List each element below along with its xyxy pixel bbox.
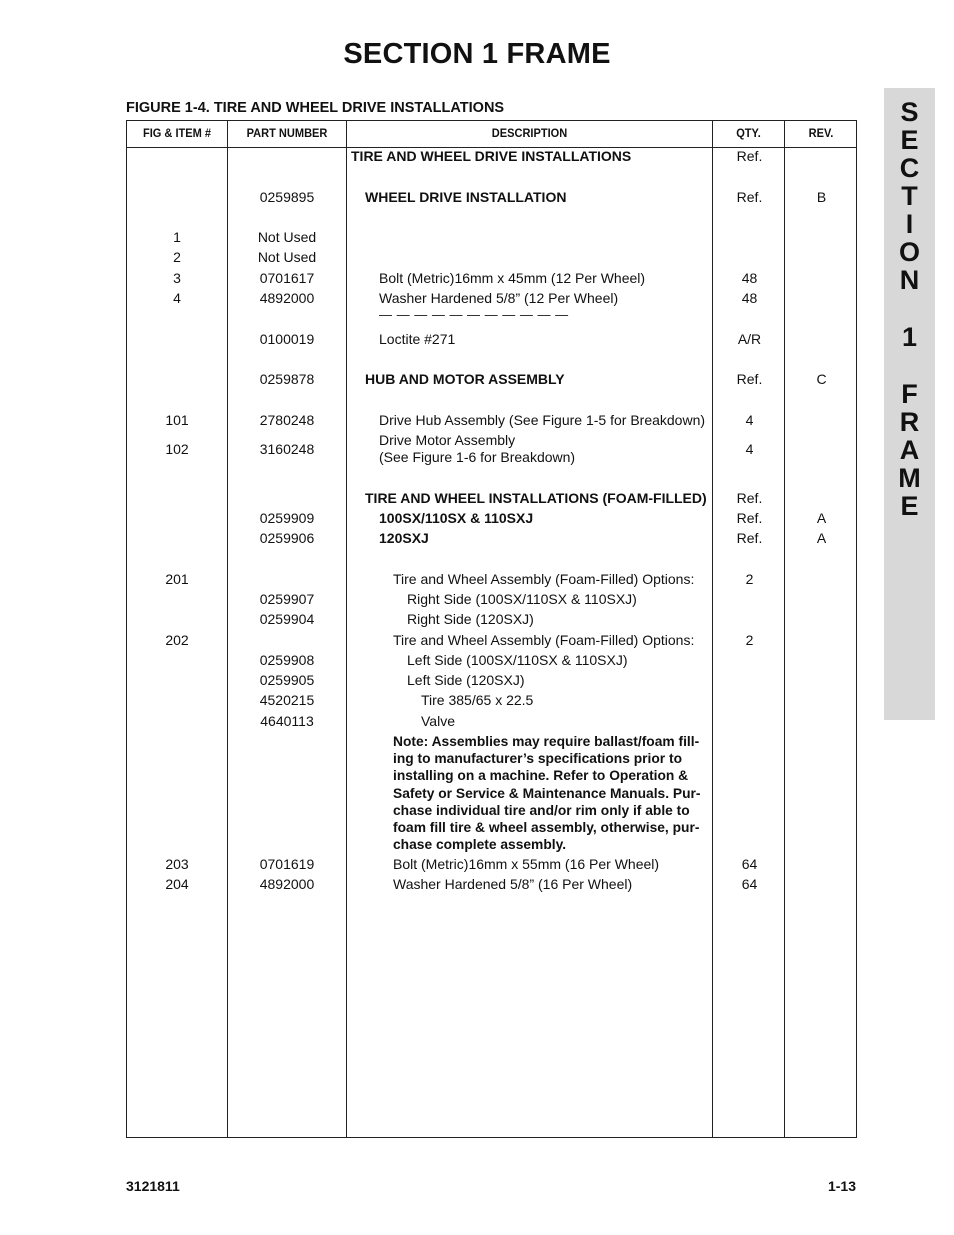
row-part-number: 4640113 [260,713,314,729]
row-qty: 64 [741,856,758,872]
section-side-tab [884,88,935,720]
row-description: Loctite #271 [379,331,456,347]
side-tab-letter: R [899,407,920,437]
side-tab-letter: S [900,97,919,127]
row-qty: Ref. [736,189,763,205]
row-fig-item: 3 [173,270,181,286]
side-tab-letter: F [901,379,918,409]
row-part-number: 0701619 [259,856,315,872]
assembly-note: Note: Assemblies may require ballast/foam fill-ing to manufacturer’s specifications prior to installing on a machine. Refer to Operation & Safety or Service & Maintenance Manuals. Pur-chase individual tire and/or rim only if able to foam fill tire & wheel assembly, otherwise, pur-chase complete assembly. [393,734,701,853]
side-tab-letter: E [900,125,919,155]
side-tab-letter: A [899,435,920,465]
row-description: Tire and Wheel Assembly (Foam-Filled) Options: [393,632,695,648]
row-qty: 64 [741,876,758,892]
side-tab-letter: E [900,491,919,521]
row-part-number: 0259908 [259,652,315,668]
row-fig-item: 4 [173,290,181,306]
side-tab-letter: I [905,209,914,239]
column-divider [346,121,347,1137]
row-qty: 2 [745,571,754,587]
row-description: Washer Hardened 5/8” (16 Per Wheel) [393,876,633,892]
row-description-line2: (See Figure 1-6 for Breakdown) [379,449,576,465]
header-part-number: PART NUMBER [246,126,328,140]
row-part-number: 2780248 [259,412,315,428]
row-fig-item: 203 [165,856,189,872]
row-description: 120SXJ [379,530,429,546]
header-description: DESCRIPTION [491,126,568,140]
row-part-number: 0259904 [259,611,315,627]
row-description: HUB AND MOTOR ASSEMBLY [365,371,565,387]
side-tab-letter: 1 [901,322,918,352]
row-description: Washer Hardened 5/8” (12 Per Wheel) [379,290,619,306]
header-fig-item: FIG & ITEM # [142,126,212,140]
row-part-number: 0259909 [259,510,315,526]
row-qty: 2 [745,632,754,648]
row-part-number: 0259907 [259,591,315,607]
row-part-number: 0100019 [259,331,315,347]
row-qty: Ref. [736,148,763,164]
row-fig-item: 1 [173,229,181,245]
row-part-number: 3160248 [259,441,315,457]
side-tab-letter: O [898,237,920,267]
row-qty: 48 [741,290,758,306]
column-divider [712,121,713,1137]
row-description: TIRE AND WHEEL INSTALLATIONS (FOAM-FILLED) [365,490,707,506]
row-description: Left Side (100SX/110SX & 110SXJ) [407,652,628,668]
row-description: Left Side (120SXJ) [407,672,525,688]
figure-title: FIGURE 1-4. TIRE AND WHEEL DRIVE INSTALLATIONS [126,100,505,116]
row-part-number: 0259905 [259,672,315,688]
row-qty: A/R [737,331,762,347]
row-qty: Ref. [736,371,763,387]
row-qty: Ref. [736,530,763,546]
row-part-number: 4892000 [259,876,315,892]
row-rev: A [816,530,827,546]
document-number: 3121811 [126,1178,180,1194]
row-description: Tire and Wheel Assembly (Foam-Filled) Options: [393,571,695,587]
row-part-number: 0259878 [259,371,315,387]
side-tab-letter: M [898,463,921,493]
row-description: Tire 385/65 x 22.5 [421,692,534,708]
row-part-number: Not Used [257,229,317,245]
row-description: Right Side (100SX/110SX & 110SXJ) [407,591,637,607]
row-fig-item: 102 [165,441,189,457]
page-number: 1-13 [827,1178,856,1194]
row-description: 100SX/110SX & 110SXJ [379,510,534,526]
header-qty: QTY. [736,126,761,140]
row-qty: Ref. [736,510,763,526]
side-tab-letter: T [901,181,918,211]
row-fig-item: 201 [165,571,189,587]
row-part-number: 0259906 [259,530,315,546]
row-description: Drive Hub Assembly (See Figure 1-5 for Breakdown) [379,412,706,428]
row-rev: A [816,510,827,526]
row-description: Bolt (Metric)16mm x 55mm (16 Per Wheel) [393,856,660,872]
row-description: Bolt (Metric)16mm x 45mm (12 Per Wheel) [379,270,646,286]
row-qty: Ref. [736,490,763,506]
header-rev: REV. [808,126,834,140]
side-tab-letter: N [899,265,920,295]
row-description: Drive Motor Assembly [379,432,516,448]
page-title: SECTION 1 FRAME [343,38,611,70]
row-part-number: 4520215 [259,692,315,708]
parts-table [126,120,857,1138]
row-part-number: 4892000 [259,290,315,306]
row-fig-item: 202 [165,632,189,648]
row-part-number: 0701617 [259,270,315,286]
row-qty: 4 [745,441,754,457]
row-description: WHEEL DRIVE INSTALLATION [365,189,567,205]
row-rev: C [816,371,827,387]
row-part-number: 0259895 [259,189,315,205]
row-rev: B [816,189,827,205]
row-description: Valve [421,713,455,729]
row-separator: — — — — — — — — — — — [379,307,569,322]
row-part-number: Not Used [257,249,317,265]
row-description: Right Side (120SXJ) [407,611,534,627]
side-tab-letter: C [899,153,920,183]
row-description: TIRE AND WHEEL DRIVE INSTALLATIONS [351,148,632,164]
row-fig-item: 2 [173,249,181,265]
row-fig-item: 101 [165,412,189,428]
row-qty: 48 [741,270,758,286]
row-fig-item: 204 [165,876,189,892]
row-qty: 4 [745,412,754,428]
